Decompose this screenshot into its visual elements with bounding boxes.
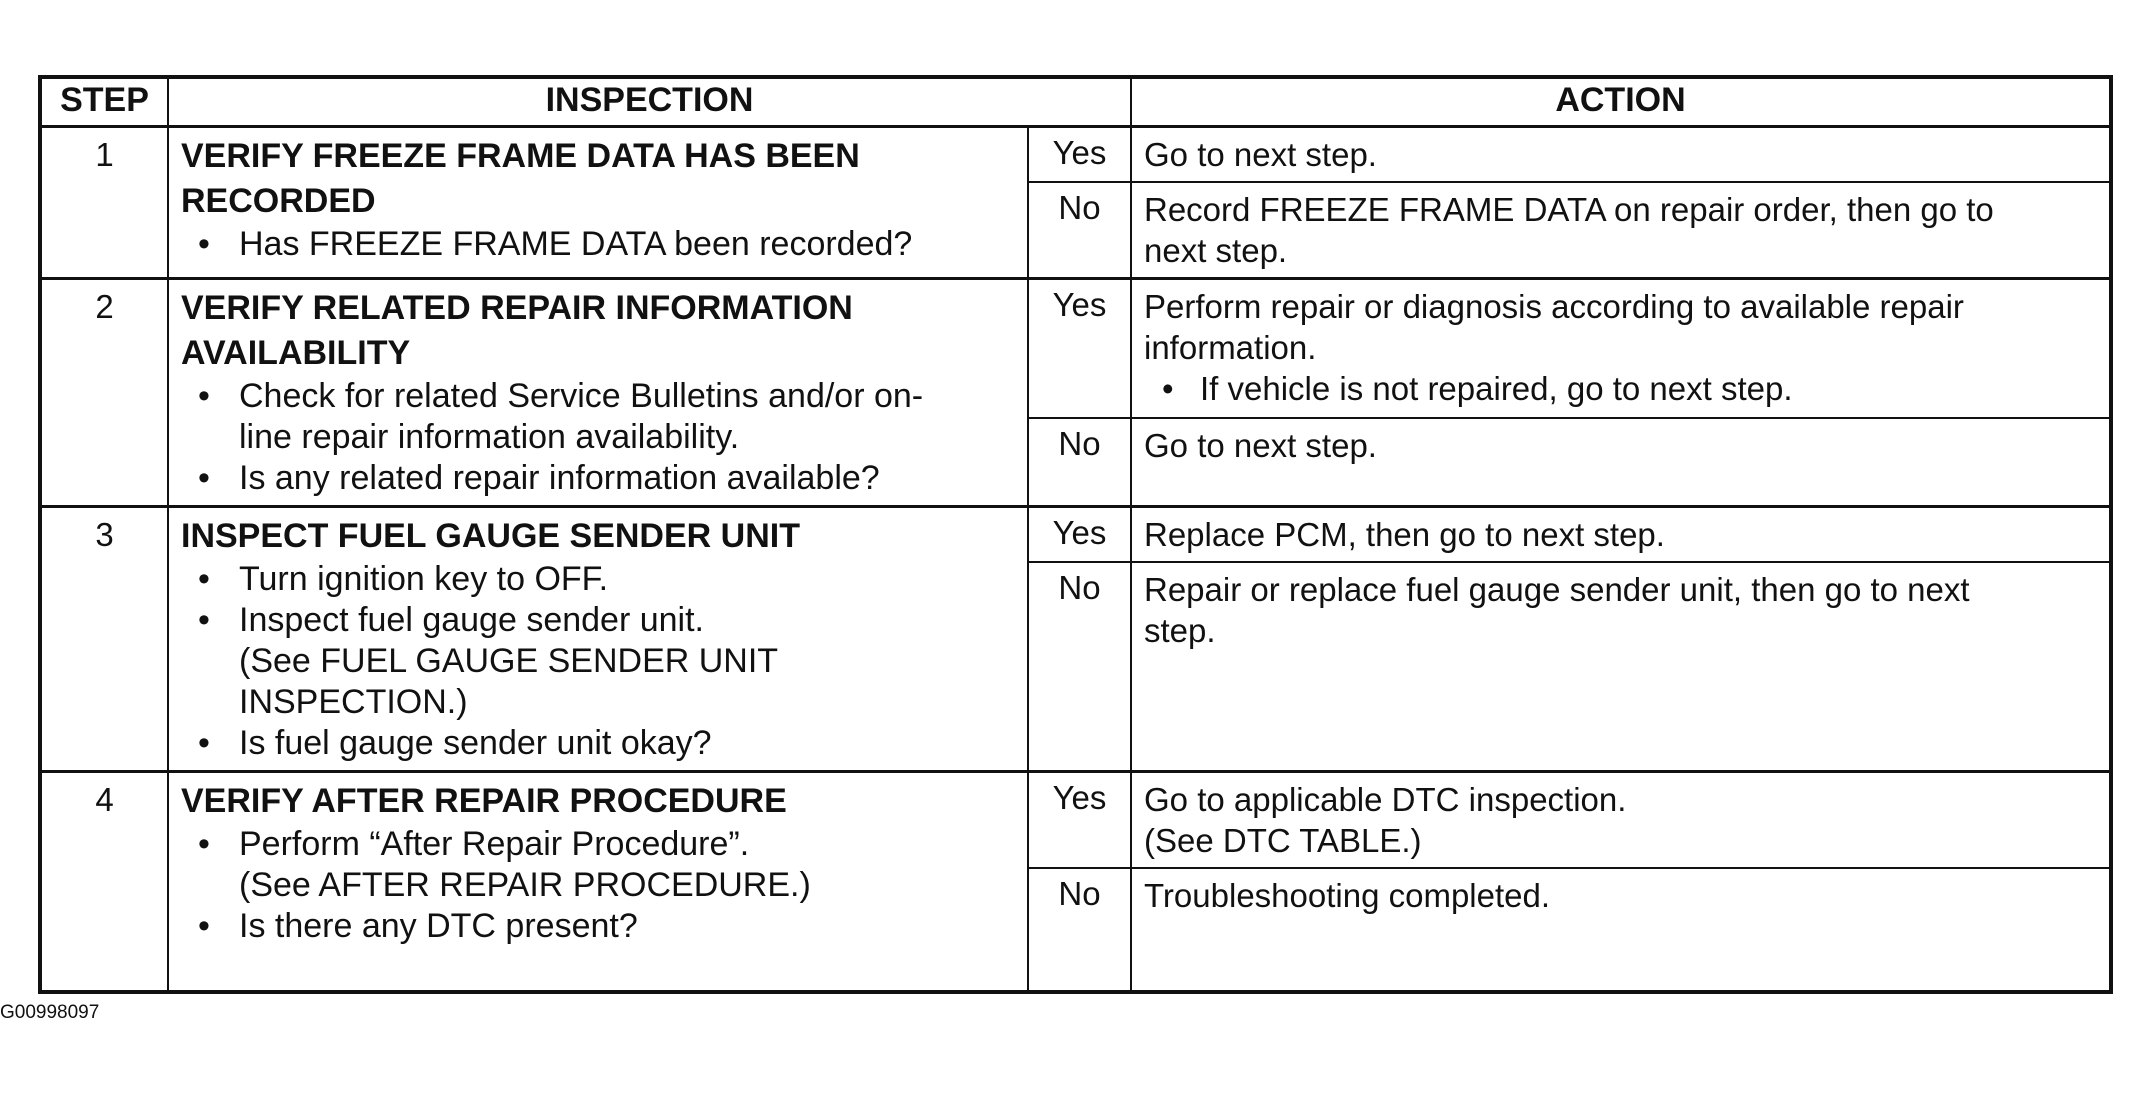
yes-label: Yes: [1028, 772, 1131, 869]
inspection-bullet: [181, 458, 1017, 499]
action-sub-line: If vehicle is not repaired, go to next step.: [1200, 370, 1793, 407]
step-number: 3: [40, 507, 168, 772]
inspection-bullet: [181, 376, 1017, 458]
inspection-bullet-line: Is any related repair information available?: [239, 459, 880, 497]
bullet-icon: •: [198, 377, 210, 415]
step-number: 2: [40, 279, 168, 507]
bullet-icon: •: [198, 907, 210, 945]
inspection-bullet-list: [181, 224, 1017, 265]
table-row: [40, 127, 2111, 183]
action-line: Go to next step.: [1144, 427, 1377, 465]
inspection-bullet: [181, 559, 1017, 600]
no-label: No: [1028, 418, 1131, 506]
inspection-bullet-line: line repair information availability.: [239, 418, 740, 456]
action-line: step.: [1144, 612, 1216, 650]
inspection-title-line: VERIFY FREEZE FRAME DATA HAS BEEN: [181, 137, 860, 175]
inspection-bullet-line: Turn ignition key to OFF.: [239, 560, 609, 598]
no-label: No: [1028, 182, 1131, 279]
action-line: Troubleshooting completed.: [1144, 877, 1551, 914]
yes-action: [1131, 127, 2111, 183]
action-line: information.: [1144, 329, 1317, 366]
header-step: STEP: [40, 77, 168, 127]
bullet-icon: •: [198, 601, 210, 639]
bullet-icon: •: [198, 225, 210, 263]
inspection-bullet: [181, 906, 1017, 947]
yes-label: Yes: [1028, 279, 1131, 419]
inspection-bullet-line: Inspect fuel gauge sender unit.: [239, 601, 704, 639]
action-line: Record FREEZE FRAME DATA on repair order, then go to: [1144, 191, 1994, 228]
inspection-cell: [168, 127, 1028, 279]
table-row: [40, 507, 2111, 563]
action-line: (See DTC TABLE.): [1144, 822, 1422, 859]
action-line: next step.: [1144, 232, 1288, 269]
inspection-title-line: RECORDED: [181, 182, 376, 220]
inspection-title: [181, 779, 1017, 824]
inspection-title-line: VERIFY RELATED REPAIR INFORMATION: [181, 289, 853, 327]
action-line: Repair or replace fuel gauge sender unit, then go to next: [1144, 571, 1970, 609]
yes-label: Yes: [1028, 127, 1131, 183]
yes-label: Yes: [1028, 507, 1131, 563]
no-label: No: [1028, 562, 1131, 771]
bullet-icon: •: [198, 560, 210, 598]
no-action: [1131, 562, 2111, 771]
table-header-row: [40, 77, 2111, 127]
inspection-bullet-line: (See AFTER REPAIR PROCEDURE.): [239, 866, 811, 904]
bullet-icon: •: [198, 825, 210, 863]
inspection-cell: [168, 279, 1028, 507]
action-line: Go to next step.: [1144, 136, 1377, 173]
inspection-bullet-list: [181, 559, 1017, 764]
diagnostic-table: [38, 75, 2113, 994]
inspection-bullet-list: [181, 376, 1017, 499]
header-action: ACTION: [1131, 77, 2111, 127]
inspection-bullet: [181, 224, 1017, 265]
step-number: 1: [40, 127, 168, 279]
inspection-bullet-line: Check for related Service Bulletins and/or on-: [239, 377, 924, 415]
inspection-cell: [168, 772, 1028, 993]
inspection-bullet-line: Is there any DTC present?: [239, 907, 638, 945]
inspection-bullet-list: [181, 824, 1017, 947]
inspection-title-line: VERIFY AFTER REPAIR PROCEDURE: [181, 782, 787, 820]
inspection-bullet-line: (See FUEL GAUGE SENDER UNIT: [239, 642, 779, 680]
inspection-title: [181, 134, 1017, 224]
figure-id: G00998097: [0, 1002, 100, 1023]
step-number: 4: [40, 772, 168, 993]
inspection-title-line: AVAILABILITY: [181, 334, 411, 372]
bullet-icon: •: [198, 724, 210, 762]
inspection-bullet: [181, 824, 1017, 906]
inspection-title-line: INSPECT FUEL GAUGE SENDER UNIT: [181, 517, 800, 555]
inspection-title: [181, 286, 1017, 376]
inspection-bullet: [181, 600, 1017, 723]
table-row: [40, 279, 2111, 419]
inspection-title: [181, 514, 1017, 559]
inspection-cell: [168, 507, 1028, 772]
header-inspection: INSPECTION: [168, 77, 1131, 127]
inspection-bullet-line: INSPECTION.): [239, 683, 468, 721]
no-action: [1131, 418, 2111, 506]
yes-action: [1131, 772, 2111, 869]
no-action: [1131, 182, 2111, 279]
table-row: [40, 772, 2111, 869]
no-action: [1131, 868, 2111, 992]
action-sub-bullet: [1144, 368, 2099, 409]
inspection-bullet: [181, 723, 1017, 764]
action-line: Perform repair or diagnosis according to available repair: [1144, 288, 1964, 325]
yes-action: [1131, 279, 2111, 419]
yes-action: [1131, 507, 2111, 563]
bullet-icon: •: [198, 459, 210, 497]
action-line: Replace PCM, then go to next step.: [1144, 516, 1665, 553]
action-line: Go to applicable DTC inspection.: [1144, 781, 1627, 818]
no-label: No: [1028, 868, 1131, 992]
inspection-bullet-line: Is fuel gauge sender unit okay?: [239, 724, 712, 762]
inspection-bullet-line: Has FREEZE FRAME DATA been recorded?: [239, 225, 913, 263]
inspection-bullet-line: Perform “After Repair Procedure”.: [239, 825, 750, 863]
bullet-icon: •: [1162, 370, 1174, 407]
